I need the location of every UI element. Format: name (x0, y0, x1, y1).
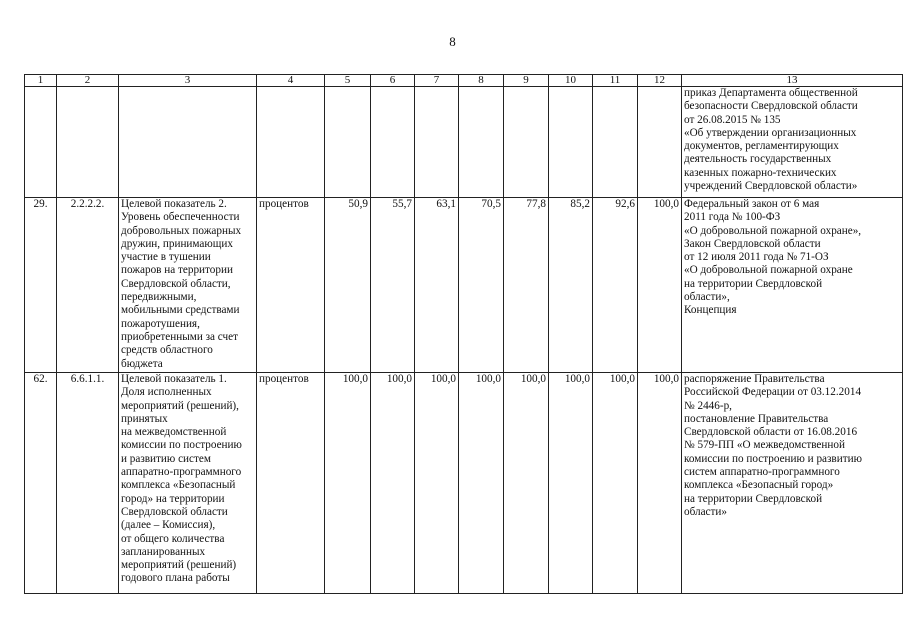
value-cell: 77,8 (504, 198, 549, 373)
row-code: 6.6.1.1. (57, 373, 119, 594)
value-cell (638, 87, 682, 198)
value-cell: 70,5 (459, 198, 504, 373)
page-number: 8 (449, 34, 456, 49)
table-row (25, 373, 903, 594)
col-header-11: 11 (593, 75, 638, 87)
value-cell: 100,0 (415, 373, 459, 594)
row-number (25, 87, 57, 198)
indicator-name (119, 87, 257, 198)
legal-basis: распоряжение Правительства Российской Федерации от 03.12.2014 № 2446-р, постановление Правительства Свердловской области от 16.08.2016 № 579-ПП «О межведомственной комиссии по построению и развитию систем аппаратно-программного комплекса «Безопасный город» на территории Свердловской области» (682, 373, 903, 594)
value-cell (593, 87, 638, 198)
table-row (25, 87, 903, 198)
value-cell (371, 87, 415, 198)
value-cell (325, 87, 371, 198)
col-header-10: 10 (549, 75, 593, 87)
indicator-name: Целевой показатель 2. Уровень обеспеченности добровольных пожарных дружин, принимающих участие в тушении пожаров на территории Свердловской области, передвижными, мобильными средствами пожаротушения, приобретенными за счет средств областного бюджета (119, 198, 257, 373)
value-cell: 92,6 (593, 198, 638, 373)
col-header-8: 8 (459, 75, 504, 87)
value-cell: 100,0 (504, 373, 549, 594)
col-header-2: 2 (57, 75, 119, 87)
col-header-6: 6 (371, 75, 415, 87)
col-header-4: 4 (257, 75, 325, 87)
col-header-3: 3 (119, 75, 257, 87)
unit-cell: процентов (257, 198, 325, 373)
value-cell: 100,0 (325, 373, 371, 594)
indicator-table (24, 74, 903, 594)
value-cell (504, 87, 549, 198)
row-code: 2.2.2.2. (57, 198, 119, 373)
unit-cell: процентов (257, 373, 325, 594)
col-header-9: 9 (504, 75, 549, 87)
col-header-7: 7 (415, 75, 459, 87)
value-cell (459, 87, 504, 198)
value-cell (415, 87, 459, 198)
unit-cell (257, 87, 325, 198)
value-cell (549, 87, 593, 198)
legal-basis: Федеральный закон от 6 мая 2011 года № 100-ФЗ «О добровольной пожарной охране», Закон Свердловской области от 12 июля 2011 года № 71-ОЗ «О добровольной пожарной охране на территории Свердловской области», Концепция (682, 198, 903, 373)
value-cell: 63,1 (415, 198, 459, 373)
column-number-row (25, 75, 903, 87)
legal-basis: приказ Департамента общественной безопасности Свердловской области от 26.08.2015 № 135 «Об утверждении организационных документов, регламентирующих деятельность государственных казенных пожарно-технических учреждений Свердловской области» (682, 87, 903, 198)
value-cell: 100,0 (459, 373, 504, 594)
row-number: 62. (25, 373, 57, 594)
col-header-1: 1 (25, 75, 57, 87)
value-cell: 100,0 (638, 373, 682, 594)
value-cell: 55,7 (371, 198, 415, 373)
value-cell: 100,0 (593, 373, 638, 594)
value-cell: 50,9 (325, 198, 371, 373)
value-cell: 100,0 (549, 373, 593, 594)
row-code (57, 87, 119, 198)
value-cell: 85,2 (549, 198, 593, 373)
col-header-13: 13 (682, 75, 903, 87)
indicator-name: Целевой показатель 1. Доля исполненных мероприятий (решений), принятых на межведомственной комиссии по построению и развитию систем аппаратно-программного комплекса «Безопасный город» на территории Свердловской области (далее – Комиссия), от общего количества запланированных мероприятий (решений) годового плана работы (119, 373, 257, 594)
col-header-12: 12 (638, 75, 682, 87)
table-row (25, 198, 903, 373)
row-number: 29. (25, 198, 57, 373)
value-cell: 100,0 (371, 373, 415, 594)
col-header-5: 5 (325, 75, 371, 87)
value-cell: 100,0 (638, 198, 682, 373)
